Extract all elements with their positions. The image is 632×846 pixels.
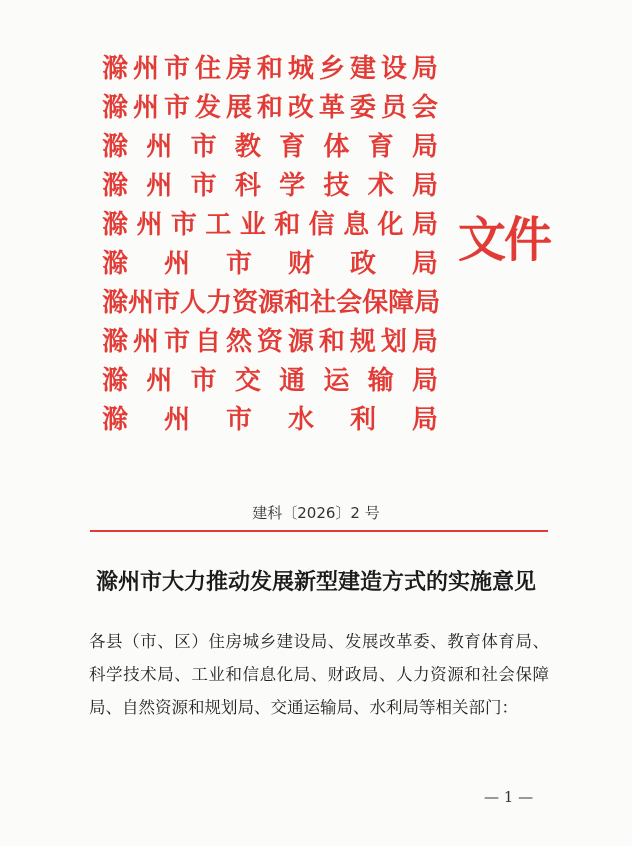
issuing-agency: 滁 州 市 发 展 和 改 革 委 员 会 [102,93,438,123]
issuing-agency: 滁 州 市 交 通 运 输 局 [102,366,438,396]
addressee-paragraph: 各县（市、区）住房城乡建设局、发展改革委、教育体育局、科学技术局、工业和信息化局、财政局、人力资源和社会保障局、自然资源和规划局、交通运输局、水利局等相关部门： [89,632,549,717]
issuing-agency: 滁 州 市 水 利 局 [102,405,438,435]
document-number: 建科〔2026〕2 号 [252,504,380,522]
page-number: — 1 — [484,788,534,806]
issuing-agency: 滁 州 市 住 房 和 城 乡 建 设 局 [102,54,438,84]
red-separator-line [90,530,548,532]
issuing-agency: 滁 州 市 人 力 资 源 和 社 会 保 障 局 [102,288,441,318]
issuing-agency: 滁 州 市 教 育 体 育 局 [102,132,438,162]
issuing-agency: 滁 州 市 科 学 技 术 局 [102,171,438,201]
issuing-agency: 滁 州 市 财 政 局 [102,249,438,279]
issuing-agency: 滁 州 市 自 然 资 源 和 规 划 局 [102,327,438,357]
document-type-label: 文件 [458,212,551,268]
document-title: 滁州市大力推动发展新型建造方式的实施意见 [95,569,536,595]
issuing-agency: 滁 州 市 工 业 和 信 息 化 局 [102,210,438,240]
issuing-agencies-list [102,50,441,440]
